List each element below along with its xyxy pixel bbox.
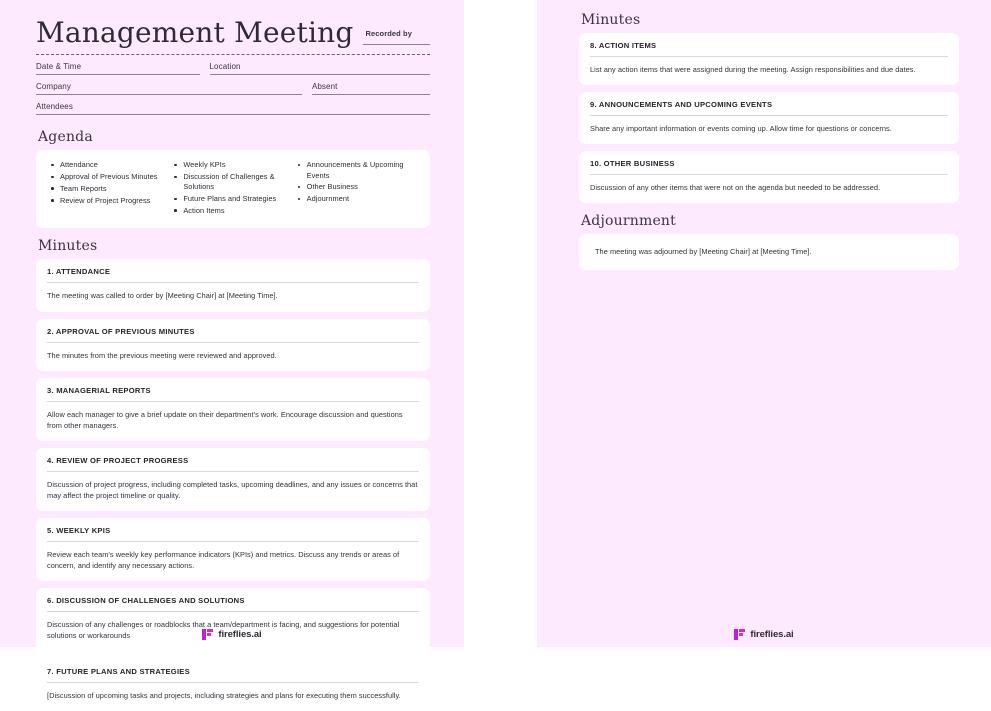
agenda-item: Action Items — [183, 206, 288, 216]
field-line-location — [210, 74, 430, 75]
minute-card-8 — [579, 33, 959, 85]
agenda-item: Review of Project Progress — [60, 196, 165, 206]
field-line-absent — [312, 94, 430, 95]
agenda-item: Other Business — [307, 182, 412, 192]
field-label-absent: Absent — [311, 82, 338, 92]
minute-card-title: 2. APPROVAL OF PREVIOUS MINUTES — [47, 326, 195, 336]
minutes-heading-left: Minutes — [38, 238, 98, 255]
minute-card-7 — [36, 659, 430, 711]
agenda-item: Adjournment — [307, 194, 412, 204]
agenda-column-3 — [295, 160, 418, 217]
field-company[interactable] — [36, 82, 302, 95]
minute-card-2 — [36, 319, 430, 371]
adjournment-body: The meeting was adjourned by [Meeting Chair] at [Meeting Time]. — [595, 247, 812, 257]
footer-logo-text: fireflies.ai — [218, 629, 262, 640]
minute-card-body: Discussion of any challenges or roadblocks that a team/department is facing, and suggestions for potential solutions or workarounds — [47, 620, 400, 641]
field-date-time[interactable] — [36, 62, 200, 75]
minute-card-divider — [47, 282, 419, 283]
field-label-date-time: Date & Time — [36, 62, 82, 72]
minute-card-body: Discussion of any other items that were not on the agenda but needed to be addressed. — [590, 183, 881, 193]
agenda-item: Announcements & Upcoming Events — [307, 160, 412, 180]
page-left — [0, 0, 464, 700]
document-header — [36, 18, 430, 47]
agenda-item: Weekly KPIs — [183, 160, 288, 170]
minute-card-3 — [36, 378, 430, 441]
minute-card-divider — [590, 56, 948, 57]
fireflies-logo-icon — [734, 629, 745, 640]
minute-card-divider — [47, 342, 419, 343]
minute-card-divider — [47, 611, 419, 612]
minute-card-title: 8. ACTION ITEMS — [590, 41, 657, 50]
field-line-attendees — [36, 114, 430, 115]
agenda-heading: Agenda — [38, 129, 93, 146]
minute-card-divider — [47, 401, 419, 402]
minute-card-divider — [590, 115, 948, 116]
minute-card-body: Share any important information or events coming up. Allow time for questions or concerns. — [590, 124, 892, 134]
recorded-by-line — [363, 44, 430, 45]
minute-card-divider — [47, 471, 419, 472]
minute-card-body: [Discussion of upcoming tasks and projects, including strategies and plans for executing them successfully. — [47, 690, 401, 700]
minute-card-5 — [36, 518, 430, 581]
minute-card-title: 10. OTHER BUSINESS — [590, 159, 675, 169]
minute-card-1 — [36, 259, 430, 311]
minute-card-body: The meeting was called to order by [Meeting Chair] at [Meeting Time]. — [47, 291, 278, 301]
field-line-company — [36, 94, 302, 95]
field-label-location: Location — [209, 62, 241, 72]
minute-card-divider — [590, 174, 948, 175]
recorded-by-field[interactable] — [363, 23, 430, 47]
field-attendees[interactable] — [36, 102, 430, 115]
field-label-attendees: Attendees — [36, 102, 73, 112]
minute-card-body: List any action items that were assigned during the meeting. Assign responsibilities and due dates. — [590, 65, 916, 74]
agenda-item: Approval of Previous Minutes — [60, 172, 165, 182]
field-label-company: Company — [36, 82, 71, 92]
minute-card-10 — [579, 151, 959, 203]
minute-card-title: 1. ATTENDANCE — [47, 267, 111, 277]
page-right — [537, 0, 991, 647]
agenda-item: Team Reports — [60, 184, 165, 194]
minute-card-divider — [47, 682, 419, 683]
minute-card-body: The minutes from the previous meeting were reviewed and approved. — [47, 350, 277, 360]
agenda-card — [36, 150, 430, 228]
footer-logo-left — [0, 629, 464, 640]
minute-card-9 — [579, 92, 959, 144]
minute-card-title: 5. WEEKLY KPIS — [47, 526, 111, 536]
minute-card-title: 9. ANNOUNCEMENTS AND UPCOMING EVENTS — [590, 100, 773, 110]
minute-card-body: Discussion of project progress, including completed tasks, upcoming deadlines, and any issues or concerns that may affect the project timeline or quality. — [47, 479, 418, 501]
minute-card-body: Review each team's weekly key performance indicators (KPIs) and metrics. Discuss any trends or areas of concern, and identify any necessary actions. — [47, 550, 400, 571]
minute-card-4 — [36, 448, 430, 511]
adjournment-card — [579, 234, 959, 270]
page-gutter — [464, 0, 537, 647]
adjournment-heading: Adjournment — [581, 213, 676, 230]
minute-card-title: 7. FUTURE PLANS AND STRATEGIES — [47, 666, 190, 676]
field-row-2 — [36, 82, 430, 95]
fireflies-logo-icon — [202, 629, 213, 640]
page-title: Management Meeting — [36, 16, 354, 49]
field-line-date-time — [36, 74, 200, 75]
field-absent[interactable] — [302, 82, 430, 95]
field-row-1 — [36, 62, 430, 75]
minute-card-6 — [36, 588, 430, 651]
field-row-3 — [36, 102, 430, 115]
recorded-by-label: Recorded by — [365, 29, 412, 39]
field-location[interactable] — [200, 62, 430, 75]
minute-card-title: 3. MANAGERIAL REPORTS — [47, 385, 151, 395]
agenda-column-2 — [171, 160, 294, 217]
minute-card-title: 6. DISCUSSION OF CHALLENGES AND SOLUTIONS — [47, 596, 245, 606]
footer-logo-right — [537, 629, 991, 640]
footer-logo-text: fireflies.ai — [750, 629, 794, 640]
minute-card-body: Allow each manager to give a brief update on their department's work. Encourage discussion and questions from other managers. — [47, 409, 403, 430]
minutes-heading-right: Minutes — [581, 12, 641, 28]
agenda-item: Attendance — [60, 160, 165, 170]
minute-card-divider — [47, 541, 419, 542]
agenda-column-1 — [48, 160, 171, 217]
agenda-item: Future Plans and Strategies — [183, 194, 288, 204]
agenda-item: Discussion of Challenges & Solutions — [183, 172, 288, 192]
minute-card-title: 4. REVIEW OF PROJECT PROGRESS — [47, 455, 189, 465]
header-dashed-divider — [36, 54, 430, 55]
